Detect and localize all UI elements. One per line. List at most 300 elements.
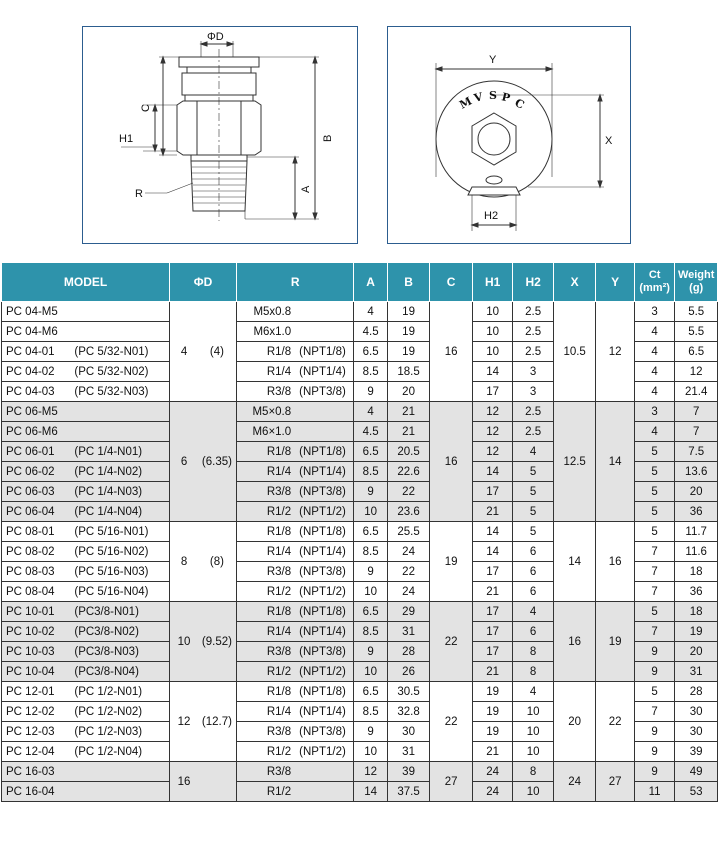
r-thread-cell: R1/8 — [236, 602, 295, 622]
alt-model-cell: (PC 5/32-N03) — [70, 382, 169, 402]
r-thread-cell: R1/4 — [236, 542, 295, 562]
h1-cell: 14 — [472, 522, 513, 542]
a-cell: 10 — [354, 662, 387, 682]
brand-letter-v: V — [472, 90, 485, 105]
weight-cell: 5.5 — [675, 302, 718, 322]
ct-cell: 5 — [634, 602, 675, 622]
model-cell: PC 04-01 — [2, 342, 71, 362]
table-row — [2, 402, 718, 422]
weight-cell: 6.5 — [675, 342, 718, 362]
h2-cell: 4 — [513, 682, 554, 702]
alt-model-cell: (PC 1/2-N02) — [70, 702, 169, 722]
b-cell: 30.5 — [387, 682, 430, 702]
model-cell: PC 12-01 — [2, 682, 71, 702]
phi-d-mm-cell: (9.52) — [198, 602, 236, 682]
ct-cell: 3 — [634, 402, 675, 422]
r-thread-cell: R1/2 — [236, 502, 295, 522]
b-cell: 23.6 — [387, 502, 430, 522]
header-ct-line1: Ct — [648, 269, 661, 281]
alt-model-cell: (PC 5/16-N04) — [70, 582, 169, 602]
side-label-a: A — [300, 185, 312, 193]
h2-cell: 5 — [513, 482, 554, 502]
alt-model-cell: (PC 1/4-N04) — [70, 502, 169, 522]
npt-thread-cell: (NPT1/2) — [295, 502, 354, 522]
b-cell: 29 — [387, 602, 430, 622]
header-phi-d: ΦD — [170, 263, 237, 302]
npt-thread-cell: (NPT1/4) — [295, 622, 354, 642]
model-cell: PC 06-03 — [2, 482, 71, 502]
npt-thread-cell: (NPT1/4) — [295, 702, 354, 722]
h1-cell: 10 — [472, 322, 513, 342]
h2-cell: 5 — [513, 462, 554, 482]
ct-cell: 9 — [634, 762, 675, 782]
alt-model-cell: (PC 1/2-N01) — [70, 682, 169, 702]
model-cell: PC 08-01 — [2, 522, 71, 542]
npt-thread-cell: (NPT3/8) — [295, 722, 354, 742]
npt-thread-cell: (NPT1/2) — [295, 742, 354, 762]
a-cell: 6.5 — [354, 522, 387, 542]
ct-cell: 4 — [634, 322, 675, 342]
header-b: B — [387, 263, 430, 302]
b-cell: 19 — [387, 302, 430, 322]
a-cell: 9 — [354, 562, 387, 582]
a-cell: 10 — [354, 742, 387, 762]
weight-cell: 30 — [675, 702, 718, 722]
npt-thread-cell: (NPT1/8) — [295, 602, 354, 622]
model-cell: PC 12-04 — [2, 742, 71, 762]
r-thread-cell: M5x0.8 — [236, 302, 295, 322]
npt-thread-cell — [295, 422, 354, 442]
h2-cell: 4 — [513, 602, 554, 622]
h2-cell: 5 — [513, 502, 554, 522]
x-cell: 12.5 — [553, 402, 596, 522]
b-cell: 31 — [387, 742, 430, 762]
npt-thread-cell: (NPT1/8) — [295, 342, 354, 362]
npt-thread-cell — [295, 782, 354, 802]
top-label-h2: H2 — [484, 210, 499, 222]
a-cell: 9 — [354, 482, 387, 502]
h2-cell: 2.5 — [513, 302, 554, 322]
h2-cell: 10 — [513, 722, 554, 742]
weight-cell: 20 — [675, 482, 718, 502]
c-cell: 22 — [430, 602, 473, 682]
npt-thread-cell: (NPT1/8) — [295, 442, 354, 462]
b-cell: 30 — [387, 722, 430, 742]
weight-cell: 31 — [675, 662, 718, 682]
x-cell: 20 — [553, 682, 596, 762]
model-cell: PC 10-04 — [2, 662, 71, 682]
brand-letter-c: C — [512, 96, 527, 112]
top-view-diagram — [387, 26, 631, 244]
y-cell: 12 — [596, 302, 634, 402]
y-cell: 14 — [596, 402, 634, 522]
npt-thread-cell: (NPT1/2) — [295, 662, 354, 682]
c-cell: 27 — [430, 762, 473, 802]
phi-d-mm-cell: (8) — [198, 522, 236, 602]
b-cell: 24 — [387, 582, 430, 602]
h1-cell: 21 — [472, 662, 513, 682]
r-thread-cell: M6x1.0 — [236, 322, 295, 342]
top-label-x: X — [605, 135, 613, 147]
h1-cell: 21 — [472, 502, 513, 522]
h1-cell: 19 — [472, 702, 513, 722]
a-cell: 10 — [354, 502, 387, 522]
r-thread-cell: R3/8 — [236, 382, 295, 402]
r-thread-cell: R1/2 — [236, 662, 295, 682]
a-cell: 4.5 — [354, 422, 387, 442]
b-cell: 22.6 — [387, 462, 430, 482]
model-cell: PC 06-M6 — [2, 422, 71, 442]
model-cell: PC 10-01 — [2, 602, 71, 622]
c-cell: 16 — [430, 302, 473, 402]
a-cell: 8.5 — [354, 362, 387, 382]
b-cell: 32.8 — [387, 702, 430, 722]
b-cell: 37.5 — [387, 782, 430, 802]
alt-model-cell — [70, 422, 169, 442]
weight-cell: 18 — [675, 562, 718, 582]
side-label-h1: H1 — [119, 133, 134, 145]
b-cell: 21 — [387, 402, 430, 422]
npt-thread-cell — [295, 322, 354, 342]
alt-model-cell: (PC 1/4-N03) — [70, 482, 169, 502]
alt-model-cell: (PC 1/4-N02) — [70, 462, 169, 482]
h2-cell: 10 — [513, 702, 554, 722]
b-cell: 31 — [387, 622, 430, 642]
weight-cell: 19 — [675, 622, 718, 642]
model-cell: PC 08-02 — [2, 542, 71, 562]
ct-cell: 4 — [634, 342, 675, 362]
weight-cell: 30 — [675, 722, 718, 742]
h1-cell: 10 — [472, 302, 513, 322]
phi-d-mm-cell: (12.7) — [198, 682, 236, 762]
a-cell: 6.5 — [354, 602, 387, 622]
weight-cell: 7 — [675, 402, 718, 422]
h1-cell: 12 — [472, 402, 513, 422]
header-row — [2, 263, 718, 302]
a-cell: 10 — [354, 582, 387, 602]
a-cell: 14 — [354, 782, 387, 802]
h2-cell: 3 — [513, 362, 554, 382]
b-cell: 21 — [387, 422, 430, 442]
h2-cell: 6 — [513, 622, 554, 642]
r-thread-cell: R3/8 — [236, 562, 295, 582]
model-cell: PC 06-04 — [2, 502, 71, 522]
header-c: C — [430, 263, 473, 302]
alt-model-cell: (PC 5/32-N01) — [70, 342, 169, 362]
npt-thread-cell: (NPT3/8) — [295, 642, 354, 662]
alt-model-cell — [70, 402, 169, 422]
h1-cell: 12 — [472, 422, 513, 442]
model-cell: PC 10-02 — [2, 622, 71, 642]
weight-cell: 7.5 — [675, 442, 718, 462]
weight-cell: 49 — [675, 762, 718, 782]
a-cell: 9 — [354, 722, 387, 742]
ct-cell: 4 — [634, 422, 675, 442]
ct-cell: 3 — [634, 302, 675, 322]
r-thread-cell: R1/2 — [236, 742, 295, 762]
alt-model-cell: (PC 1/4-N01) — [70, 442, 169, 462]
alt-model-cell: (PC3/8-N02) — [70, 622, 169, 642]
h1-cell: 17 — [472, 642, 513, 662]
r-thread-cell: R1/8 — [236, 342, 295, 362]
model-cell: PC 06-02 — [2, 462, 71, 482]
npt-thread-cell — [295, 302, 354, 322]
c-cell: 19 — [430, 522, 473, 602]
b-cell: 20 — [387, 382, 430, 402]
header-weight-line2: (g) — [689, 282, 704, 294]
r-thread-cell: R3/8 — [236, 722, 295, 742]
model-cell: PC 06-M5 — [2, 402, 71, 422]
c-cell: 16 — [430, 402, 473, 522]
h1-cell: 14 — [472, 362, 513, 382]
h2-cell: 4 — [513, 442, 554, 462]
npt-thread-cell: (NPT1/4) — [295, 542, 354, 562]
ct-cell: 11 — [634, 782, 675, 802]
a-cell: 8.5 — [354, 462, 387, 482]
ct-cell: 5 — [634, 482, 675, 502]
c-cell: 22 — [430, 682, 473, 762]
header-weight — [675, 263, 718, 302]
x-cell: 16 — [553, 602, 596, 682]
model-cell: PC 16-04 — [2, 782, 71, 802]
table-row — [2, 682, 718, 702]
h1-cell: 14 — [472, 462, 513, 482]
side-label-phi-d: ΦD — [207, 31, 224, 43]
side-label-c: C — [140, 104, 152, 112]
alt-model-cell — [70, 322, 169, 342]
r-thread-cell: R1/4 — [236, 622, 295, 642]
ct-cell: 5 — [634, 462, 675, 482]
table-row — [2, 762, 718, 782]
b-cell: 28 — [387, 642, 430, 662]
h1-cell: 24 — [472, 762, 513, 782]
ct-cell: 5 — [634, 502, 675, 522]
ct-cell: 7 — [634, 542, 675, 562]
alt-model-cell — [70, 762, 169, 782]
npt-thread-cell: (NPT1/4) — [295, 462, 354, 482]
h2-cell: 8 — [513, 762, 554, 782]
a-cell: 9 — [354, 642, 387, 662]
ct-cell: 9 — [634, 742, 675, 762]
a-cell: 4 — [354, 402, 387, 422]
phi-d-cell: 12 — [170, 682, 198, 762]
side-label-r: R — [135, 188, 143, 200]
model-cell: PC 08-04 — [2, 582, 71, 602]
h2-cell: 2.5 — [513, 342, 554, 362]
npt-thread-cell: (NPT1/2) — [295, 582, 354, 602]
spec-table-body — [2, 302, 718, 802]
b-cell: 19 — [387, 322, 430, 342]
h1-cell: 10 — [472, 342, 513, 362]
npt-thread-cell: (NPT1/8) — [295, 522, 354, 542]
a-cell: 6.5 — [354, 342, 387, 362]
weight-cell: 28 — [675, 682, 718, 702]
a-cell: 4.5 — [354, 322, 387, 342]
r-thread-cell: R3/8 — [236, 642, 295, 662]
model-cell: PC 04-03 — [2, 382, 71, 402]
h1-cell: 17 — [472, 382, 513, 402]
weight-cell: 11.7 — [675, 522, 718, 542]
r-thread-cell: M5×0.8 — [236, 402, 295, 422]
phi-d-cell: 16 — [170, 762, 198, 802]
ct-cell: 5 — [634, 442, 675, 462]
alt-model-cell: (PC3/8-N03) — [70, 642, 169, 662]
spec-table — [1, 262, 718, 802]
npt-thread-cell: (NPT1/8) — [295, 682, 354, 702]
a-cell: 8.5 — [354, 622, 387, 642]
r-thread-cell: R1/8 — [236, 442, 295, 462]
a-cell: 6.5 — [354, 442, 387, 462]
model-cell: PC 04-M5 — [2, 302, 71, 322]
model-cell: PC 04-02 — [2, 362, 71, 382]
r-thread-cell: R1/2 — [236, 582, 295, 602]
weight-cell: 5.5 — [675, 322, 718, 342]
h2-cell: 2.5 — [513, 422, 554, 442]
alt-model-cell: (PC 1/2-N04) — [70, 742, 169, 762]
npt-thread-cell — [295, 402, 354, 422]
x-cell: 10.5 — [553, 302, 596, 402]
y-cell: 22 — [596, 682, 634, 762]
b-cell: 24 — [387, 542, 430, 562]
ct-cell: 7 — [634, 622, 675, 642]
weight-cell: 13.6 — [675, 462, 718, 482]
b-cell: 20.5 — [387, 442, 430, 462]
header-ct-line2: (mm²) — [639, 282, 670, 294]
header-a: A — [354, 263, 387, 302]
h2-cell: 6 — [513, 542, 554, 562]
ct-cell: 9 — [634, 642, 675, 662]
phi-d-cell: 4 — [170, 302, 198, 402]
h1-cell: 19 — [472, 682, 513, 702]
b-cell: 25.5 — [387, 522, 430, 542]
brand-letter-m: M — [457, 94, 475, 112]
h1-cell: 14 — [472, 542, 513, 562]
h2-cell: 5 — [513, 522, 554, 542]
header-y: Y — [596, 263, 634, 302]
top-label-y: Y — [489, 54, 497, 66]
h1-cell: 19 — [472, 722, 513, 742]
y-cell: 27 — [596, 762, 634, 802]
h2-cell: 2.5 — [513, 402, 554, 422]
b-cell: 22 — [387, 482, 430, 502]
model-cell: PC 10-03 — [2, 642, 71, 662]
weight-cell: 36 — [675, 582, 718, 602]
h1-cell: 17 — [472, 622, 513, 642]
phi-d-mm-cell: (6.35) — [198, 402, 236, 522]
ct-cell: 9 — [634, 722, 675, 742]
alt-model-cell: (PC 1/2-N03) — [70, 722, 169, 742]
r-thread-cell: R3/8 — [236, 482, 295, 502]
model-cell: PC 16-03 — [2, 762, 71, 782]
h2-cell: 10 — [513, 782, 554, 802]
ct-cell: 7 — [634, 582, 675, 602]
r-thread-cell: R1/2 — [236, 782, 295, 802]
model-cell: PC 04-M6 — [2, 322, 71, 342]
alt-model-cell — [70, 782, 169, 802]
model-cell: PC 12-03 — [2, 722, 71, 742]
a-cell: 8.5 — [354, 702, 387, 722]
table-row — [2, 302, 718, 322]
a-cell: 8.5 — [354, 542, 387, 562]
h2-cell: 8 — [513, 642, 554, 662]
r-thread-cell: R3/8 — [236, 762, 295, 782]
alt-model-cell: (PC 5/16-N03) — [70, 562, 169, 582]
x-cell: 24 — [553, 762, 596, 802]
h2-cell: 6 — [513, 562, 554, 582]
ct-cell: 5 — [634, 682, 675, 702]
alt-model-cell: (PC 5/16-N01) — [70, 522, 169, 542]
b-cell: 19 — [387, 342, 430, 362]
alt-model-cell: (PC 5/16-N02) — [70, 542, 169, 562]
side-view-diagram — [82, 26, 358, 244]
table-row — [2, 522, 718, 542]
a-cell: 6.5 — [354, 682, 387, 702]
model-cell: PC 06-01 — [2, 442, 71, 462]
h2-cell: 6 — [513, 582, 554, 602]
header-r: R — [236, 263, 353, 302]
h1-cell: 24 — [472, 782, 513, 802]
weight-cell: 36 — [675, 502, 718, 522]
h2-cell: 8 — [513, 662, 554, 682]
alt-model-cell — [70, 302, 169, 322]
brand-letter-s: S — [489, 89, 497, 102]
b-cell: 18.5 — [387, 362, 430, 382]
weight-cell: 53 — [675, 782, 718, 802]
phi-d-mm-cell: (4) — [198, 302, 236, 402]
model-cell: PC 08-03 — [2, 562, 71, 582]
a-cell: 9 — [354, 382, 387, 402]
side-label-b: B — [322, 134, 334, 142]
weight-cell: 7 — [675, 422, 718, 442]
ct-cell: 7 — [634, 702, 675, 722]
phi-d-cell: 8 — [170, 522, 198, 602]
h1-cell: 17 — [472, 482, 513, 502]
y-cell: 16 — [596, 522, 634, 602]
b-cell: 39 — [387, 762, 430, 782]
h2-cell: 10 — [513, 742, 554, 762]
h2-cell: 2.5 — [513, 322, 554, 342]
npt-thread-cell: (NPT3/8) — [295, 382, 354, 402]
header-weight-line1: Weight — [677, 269, 715, 281]
brand-letter-p: P — [500, 90, 512, 105]
header-h1: H1 — [472, 263, 513, 302]
x-cell: 14 — [553, 522, 596, 602]
b-cell: 26 — [387, 662, 430, 682]
r-thread-cell: R1/4 — [236, 462, 295, 482]
header-x: X — [553, 263, 596, 302]
phi-d-mm-cell — [198, 762, 236, 802]
b-cell: 22 — [387, 562, 430, 582]
weight-cell: 21.4 — [675, 382, 718, 402]
alt-model-cell: (PC 5/32-N02) — [70, 362, 169, 382]
ct-cell: 4 — [634, 382, 675, 402]
ct-cell: 7 — [634, 562, 675, 582]
header-model: MODEL — [2, 263, 170, 302]
npt-thread-cell: (NPT1/4) — [295, 362, 354, 382]
header-h2: H2 — [513, 263, 554, 302]
npt-thread-cell — [295, 762, 354, 782]
weight-cell: 18 — [675, 602, 718, 622]
npt-thread-cell: (NPT3/8) — [295, 562, 354, 582]
table-row — [2, 602, 718, 622]
phi-d-cell: 10 — [170, 602, 198, 682]
model-cell: PC 12-02 — [2, 702, 71, 722]
y-cell: 19 — [596, 602, 634, 682]
r-thread-cell: R1/4 — [236, 702, 295, 722]
r-thread-cell: R1/8 — [236, 682, 295, 702]
r-thread-cell: R1/4 — [236, 362, 295, 382]
phi-d-cell: 6 — [170, 402, 198, 522]
